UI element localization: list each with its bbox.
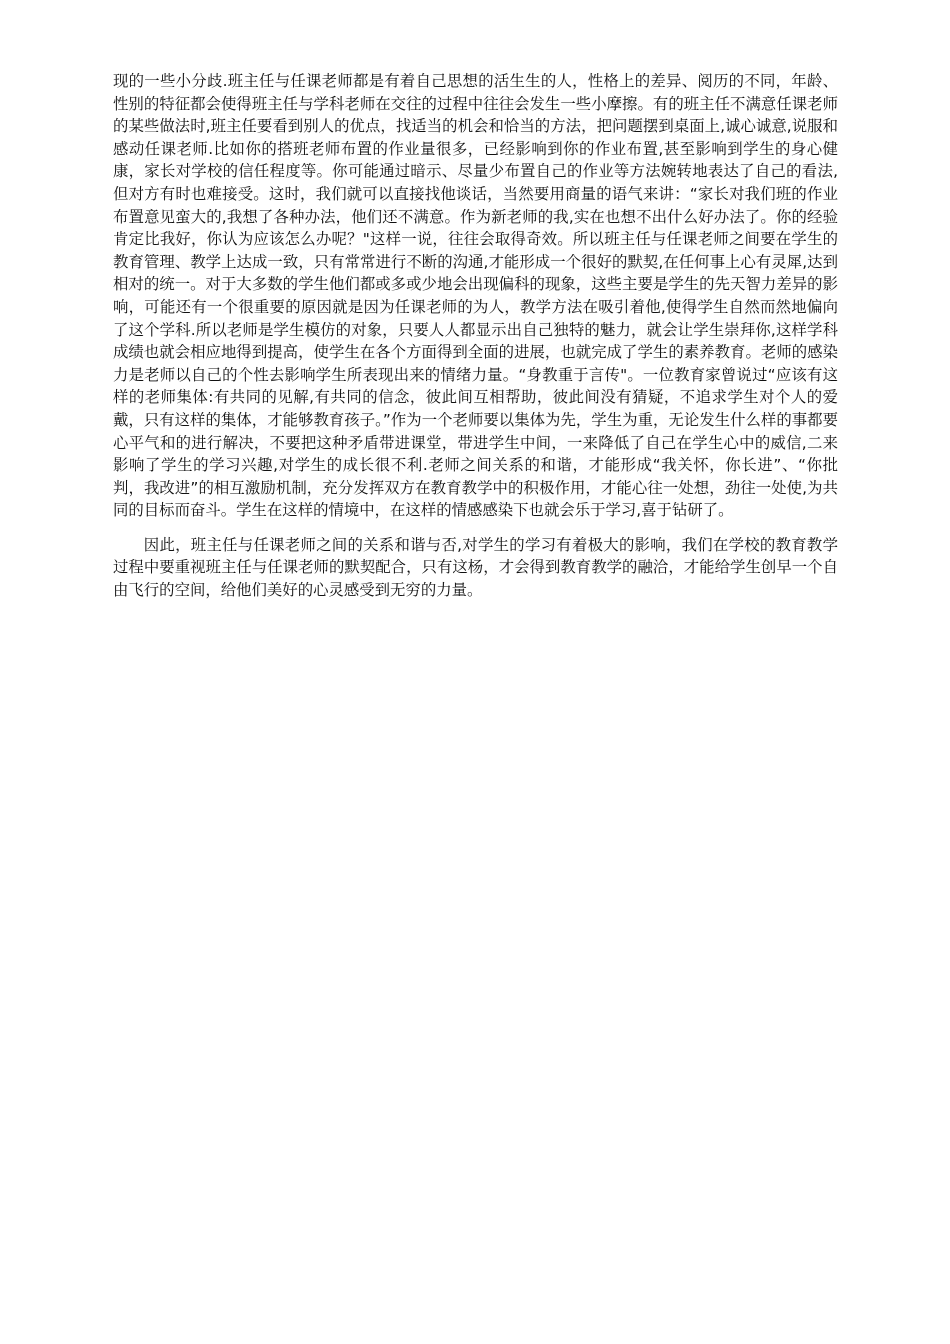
body-paragraph-2: 因此，班主任与任课老师之间的关系和谐与否,对学生的学习有着极大的影响，我们在学校的教育教学过程中要重视班主任与任课老师的默契配合，只有这杨，才会得到教育教学的融洽，才能给学生创早一个自由飞行的空间，给他们美好的心灵感受到无穷的力量。: [113, 535, 838, 600]
document-page: [113, 70, 838, 602]
body-paragraph-1: 现的一些小分歧.班主任与任课老师都是有着自己思想的活生生的人，性格上的差异、阅历的不同，年龄、性别的特征都会使得班主任与学科老师在交往的过程中往往会发生一些小摩擦。有的班主任不满意任课老师的某些做法时,班主任要看到别人的优点，找适当的机会和恰当的方法，把问题摆到桌面上,诚心诚意,说服和感动任课老师.比如你的搭班老师布置的作业量很多，已经影响到你的作业布置,甚至影响到学生的身心健康，家长对学校的信任程度等。你可能通过暗示、尽量少布置自己的作业等方法婉转地表达了自己的看法,但对方有时也难接受。这时，我们就可以直接找他谈话，当然要用商量的语气来讲：“家长对我们班的作业布置意见蛮大的,我想了各种办法，他们还不满意。作为新老师的我,实在也想不出什么好办法了。你的经验肯定比我好，你认为应该怎么办呢？"这样一说，往往会取得奇效。所以班主任与任课老师之间要在学生的教育管理、教学上达成一致，只有常常进行不断的沟通,才能形成一个很好的默契,在任何事上心有灵犀,达到相对的统一。对于大多数的学生他们都或多或少地会出现偏科的现象，这些主要是学生的先天智力差异的影响，可能还有一个很重要的原因就是因为任课老师的为人，教学方法在吸引着他,使得学生自然而然地偏向了这个学科.所以老师是学生模仿的对象，只要人人都显示出自己独特的魅力，就会让学生崇拜你,这样学科成绩也就会相应地得到提高，使学生在各个方面得到全面的进展，也就完成了学生的素养教育。老师的感染力是老师以自己的个性去影响学生所表现出来的情绪力量。“身教重于言传"。一位教育家曾说过“应该有这样的老师集体:有共同的见解,有共同的信念，彼此间互相帮助，彼此间没有猜疑，不追求学生对个人的爱戴，只有这样的集体，才能够教育孩子。”作为一个老师要以集体为先，学生为重，无论发生什么样的事都要心平气和的进行解决，不要把这种矛盾带进课堂，带进学生中间，一来降低了自己在学生心中的威信,二来影响了学生的学习兴趣,对学生的成长很不利.老师之间关系的和谐，才能形成“我关怀，你长进”、“你批判，我改进”的相互激励机制，充分发挥双方在教育教学中的积极作用，才能心往一处想，劲往一处使,为共同的目标而奋斗。学生在这样的情境中，在这样的情感感染下也就会乐于学习,喜于钻研了。: [113, 72, 838, 520]
